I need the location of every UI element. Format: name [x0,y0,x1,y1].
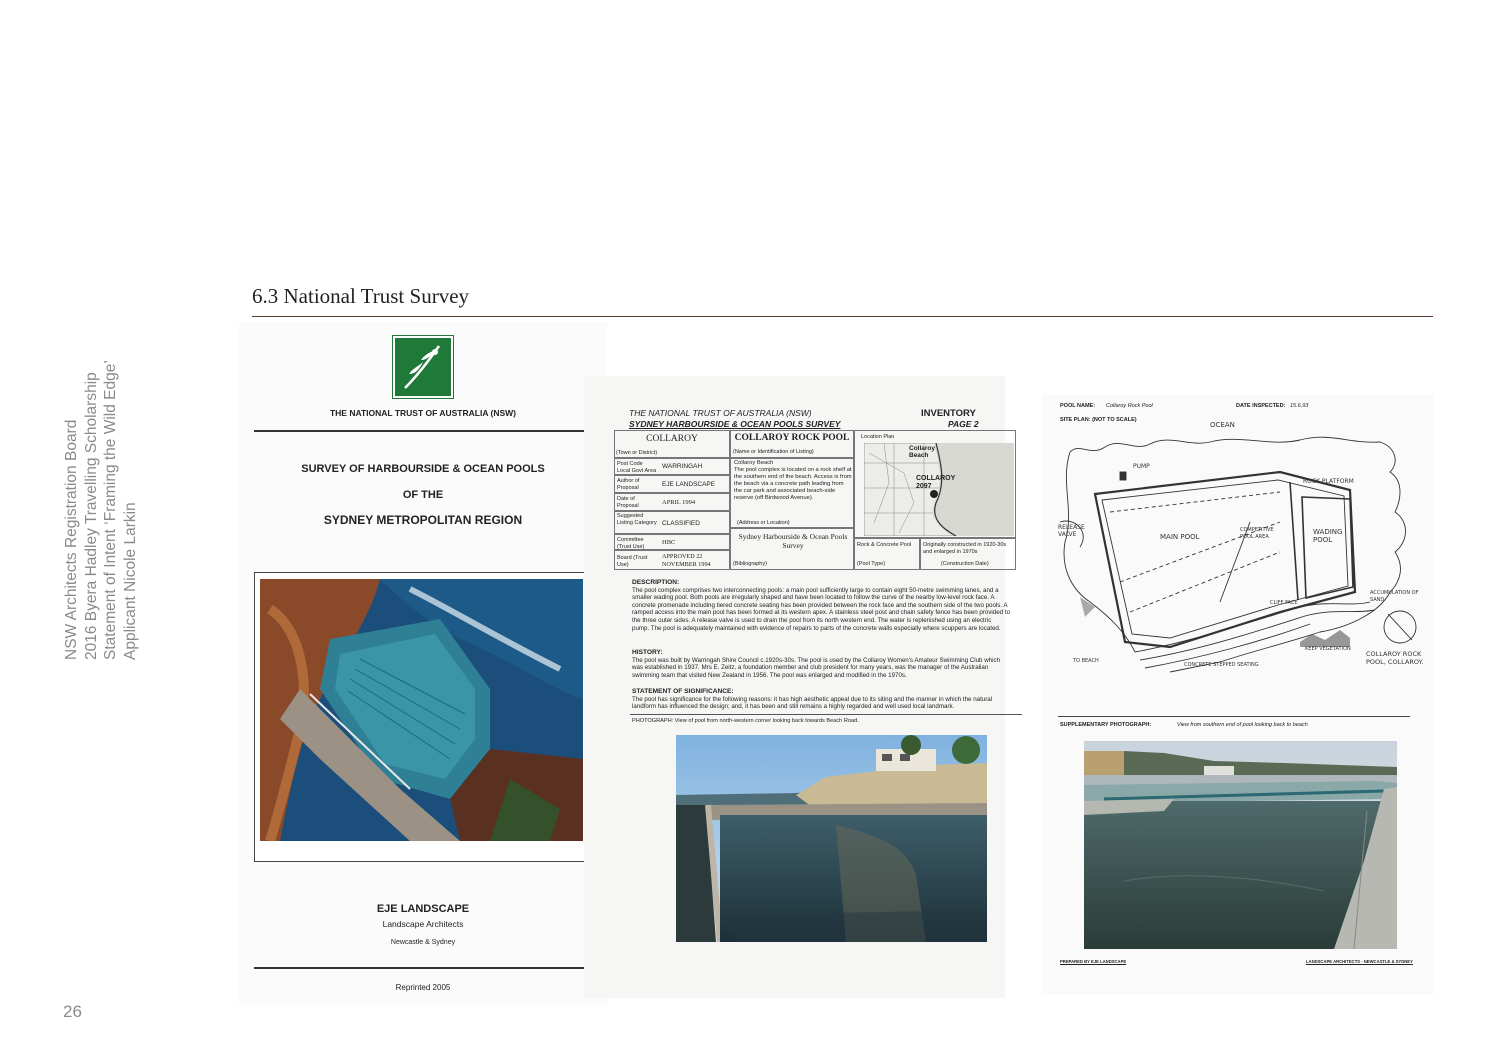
bibliography-value: Sydney Harbourside & Ocean Pools Survey [738,532,848,550]
plan-label-ocean: OCEAN [1210,421,1235,429]
description-text: The pool complex comprises two interconnecting pools: a main pool sufficiently large to contain eight 50-metre swimming lanes, and a smaller wading pool. Both pools are irregularly shaped and have been located to follow the curve of the nearby low-level rock face. A concrete promenade including tiered concrete seating has been provided between the rock face and the southern side of the two pools. A ramped access into the main pool has been formed at its western apex. A stainless steel post and chain safety fence has been provided to the three outer sides. A release valve is used to drain the pool from its north western end. The water is replenished using an electric pump. The pool is adequately maintained with evidence of repairs to parts of the concrete walls especially where scuppers are located. [632,586,1011,632]
plan-label-to-beach: TO BEACH [1073,658,1099,664]
field-row [614,550,730,570]
sidebar-line-applicant: Applicant Nicole Larkin [121,502,139,660]
date-inspected-value: 15.6.93 [1290,403,1309,409]
field-row [614,475,730,493]
description-heading: DESCRIPTION: [632,579,680,586]
sidebar-line-scholarship: 2016 Byera Hadley Travelling Scholarship [82,372,100,660]
field-row [614,511,730,534]
pool-name-label: POOL NAME: [1060,403,1096,409]
field-row [614,493,730,511]
footer-left: PREPARED BY EJE LANDSCAPE [1060,959,1127,964]
field-value: HBC [662,539,676,546]
site-plan-label: SITE PLAN: (NOT TO SCALE) [1060,417,1137,423]
footer-right: LANDSCAPE ARCHITECTS - NEWCASTLE & SYDNEY [1306,959,1413,964]
national-trust-logo [393,336,453,398]
inventory-photo-caption: PHOTOGRAPH: View of pool from north-western corner looking back towards Beach Road. [632,718,859,724]
field-list [614,458,730,570]
construction-value: Originally constructed in 1920-30s and enlarged in 1970s [923,542,1007,555]
description-section [632,579,1010,632]
name-value: COLLAROY ROCK POOL [734,433,850,443]
cover-reprint: Reprinted 2005 [395,983,451,992]
sidebar-line-board: NSW Architects Registration Board [63,419,80,660]
cover-title-line2: OF THE [402,489,444,501]
title-rule [252,316,1433,317]
field-value: EJE LANDSCAPE [662,481,716,488]
page-number: 26 [63,1002,82,1021]
bibliography-caption: (Bibliography) [733,561,767,567]
cover-org: THE NATIONAL TRUST OF AUSTRALIA (NSW) [329,408,517,418]
cover-rule-top [254,430,591,432]
plan-label-sand: ACCUMULATION OF SAND [1370,590,1419,603]
name-caption: (Name or Identification of Listing) [733,449,814,455]
sidebar-line-statement: Statement of Intent ‘Framing the Wild Edge’ [102,360,119,660]
plan-label-seating: CONCRETE STEPPED SEATING [1184,662,1259,668]
map-label-postcode: COLLAROY 2097 [916,475,956,490]
construction-caption: (Construction Date) [941,561,989,567]
plan-label-rock-platform: ROCK PLATFORM [1303,478,1354,485]
field-row [614,534,730,550]
map-label-beach: Collaroy Beach [909,445,936,459]
cover-rule-bottom [254,967,591,969]
significance-text: The pool has significance for the following reasons: it has high aesthetic appeal due to its siting and the manner in which the natural landform has influenced the design; and, it has been and still remains a highly regarded and well used local landmark. [632,695,993,711]
plan-label-pump: PUMP [1133,463,1150,470]
field-value: CLASSIFIED [662,520,700,527]
history-heading: HISTORY: [632,649,663,656]
supp-rule [1058,716,1410,717]
significance-heading: STATEMENT OF SIGNIFICANCE: [632,688,734,695]
plan-label-vegetation: KEEP VEGETATION [1305,646,1351,652]
history-section [632,649,1010,679]
history-text: The pool was built by Warringah Shire Council c.1920s-30s. The pool is used by the Collaroy Women's Amateur Swimming Club which was established in 1937. Mrs E. Zeitz, a foundation member and club president for many years, was the manager of the Australian swimming team that visited New Zealand in 1956. The pool was enlarged and modified in the 1970s. [632,656,1001,679]
field-value: APPROVED 22 NOVEMBER 1994 [662,553,711,568]
field-value: WARRINGAH [662,463,703,470]
field-label: Board (Trust Use) [617,555,648,568]
cover-firm-sub: Landscape Architects [382,919,464,929]
field-label: Suggested Listing Category [617,513,657,526]
plan-label-title: COLLAROY ROCK POOL, COLLAROY. [1366,650,1424,666]
address-caption: (Address or Location) [737,520,790,526]
field-label: Author of Proposal [617,478,640,491]
inventory-survey: SYDNEY HARBOURSIDE & OCEAN POOLS SURVEY [629,419,841,429]
supp-photo-label: SUPPLEMENTARY PHOTOGRAPH: [1060,722,1152,728]
pool-name-value: Collaroy Rock Pool [1106,403,1153,409]
plan-label-wading: WADING POOL [1313,528,1343,544]
field-label: Post Code Local Govt Area [617,461,657,474]
section-title: 6.3 National Trust Survey [252,284,470,308]
inventory-label: INVENTORY [921,408,976,419]
inventory-page: PAGE 2 [948,419,979,429]
plan-label-release-valve: RELEASE VALVE [1058,524,1085,538]
supplementary-photo [1084,741,1397,949]
significance-section [632,688,1010,711]
bronte-pool-photo [260,579,583,841]
field-row [614,458,730,475]
cover-firm: EJE LANDSCAPE [376,903,470,915]
town-caption: (Town or District) [616,450,658,456]
photo-rule [630,714,1022,715]
pool-type-caption: (Pool Type) [857,561,886,567]
collaroy-pool-photo [676,735,987,942]
plan-label-main-pool: MAIN POOL [1160,533,1200,541]
pool-type-value: Rock & Concrete Pool [857,542,912,548]
plan-label-cliff-face: CLIFF FACE [1270,600,1298,606]
cover-firm-location: Newcastle & Sydney [390,939,456,946]
cover-title-line3: SYDNEY METROPOLITAN REGION [323,513,523,527]
date-inspected-label: DATE INSPECTED: [1236,403,1286,409]
town-value: COLLAROY [646,434,698,444]
field-label: Committee (Trust Use) [617,537,645,550]
supp-photo-caption: View from southern end of pool looking back to beach [1177,722,1308,728]
site-plan-drawing [1050,402,1430,680]
field-value: APRIL 1994 [662,499,696,506]
inventory-org: THE NATIONAL TRUST OF AUSTRALIA (NSW) [629,408,812,418]
address-value: Collaroy Beach The pool complex is located on a rock shelf at the southern end of the beach. Access is from the beach via a concrete path leading from the car park and associated beach-side reserve (off Birdwood Avenue). [734,460,852,501]
cover-title-line1: SURVEY OF HARBOURSIDE & OCEAN POOLS [301,463,545,475]
field-label: Date of Proposal [617,496,639,509]
sidebar-credits [62,340,142,660]
location-plan-label: Location Plan [861,434,895,440]
plan-label-competitive: COMPETITIVE POOL AREA [1240,527,1274,540]
